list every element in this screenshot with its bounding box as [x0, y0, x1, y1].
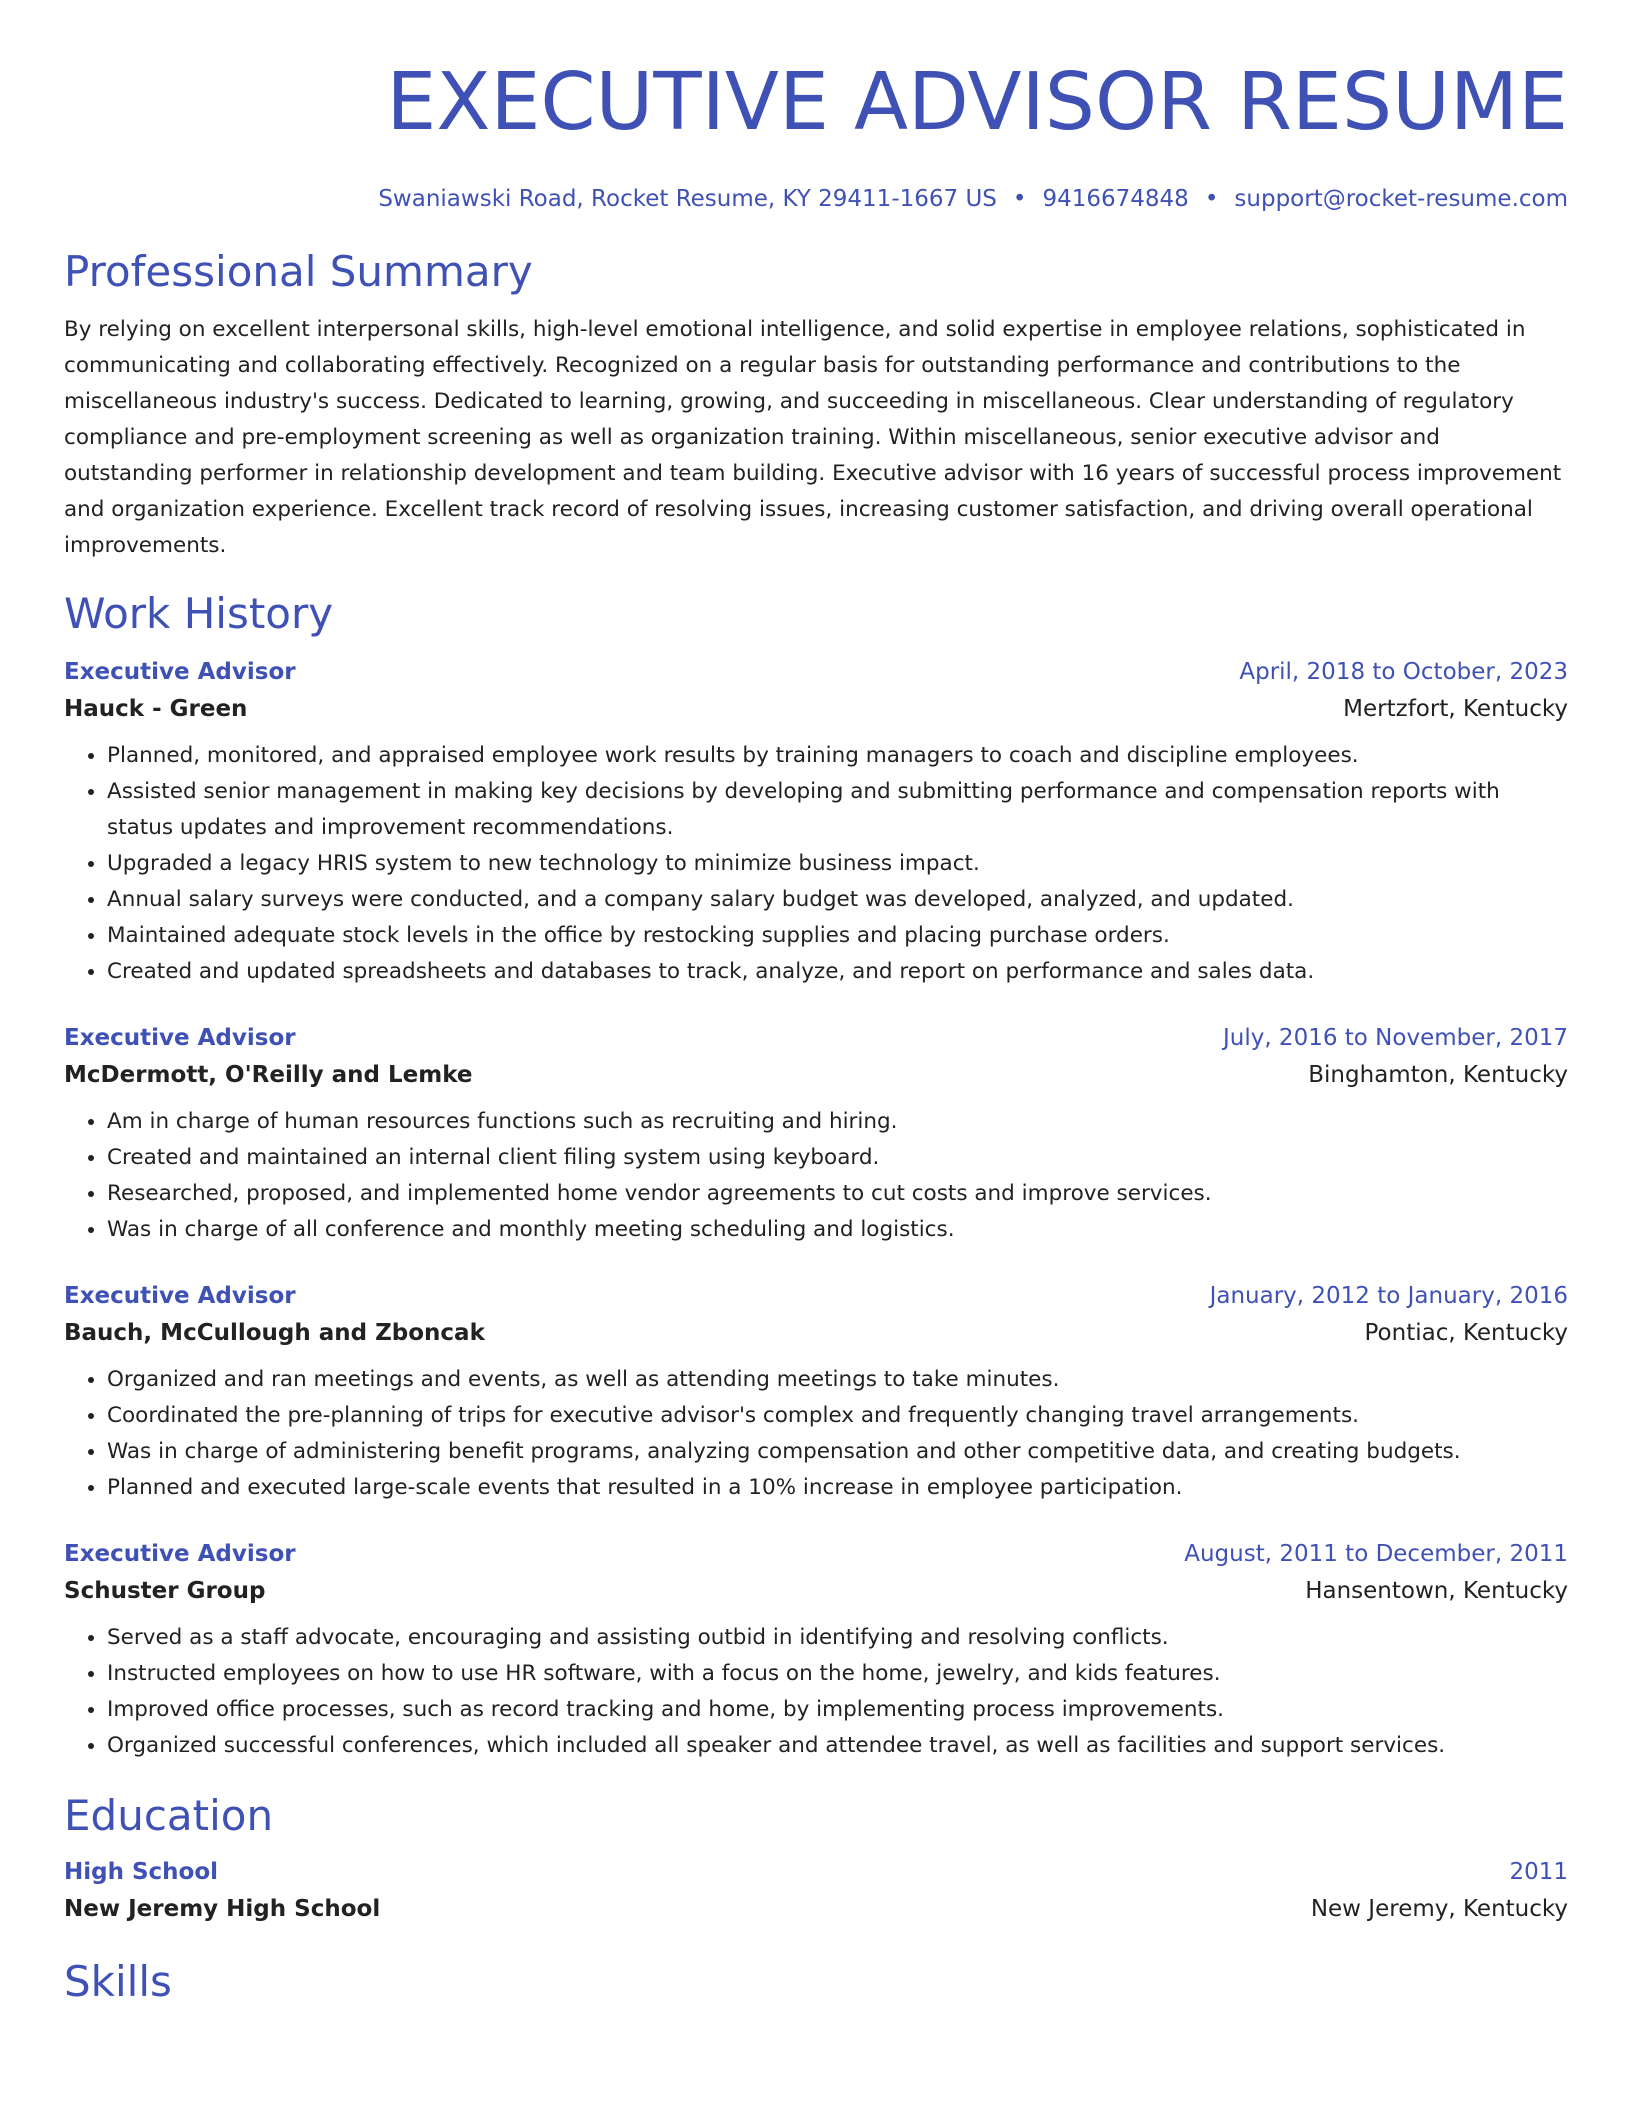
job-role: Executive Advisor	[64, 1541, 296, 1567]
job-bullet-list	[64, 1362, 1568, 1506]
job-bullet: • Researched, proposed, and implemented home vendor agreements to cut costs and improve services.	[107, 1176, 1568, 1212]
job-bullet: • Served as a staff advocate, encouraging and assisting outbid in identifying and resolving conflicts.	[107, 1620, 1568, 1656]
job-location: Pontiac, Kentucky	[1364, 1320, 1568, 1346]
summary-text: By relying on excellent interpersonal skills, high-level emotional intelligence, and solid expertise in employee relations, sophisticated in communicating and collaborating effectively. Recognized on a regular basis for outstanding performance and contributions to the miscellaneous industry's success. Dedicated to learning, growing, and succeeding in miscellaneous. Clear understanding of regulatory compliance and pre-employment screening as well as organization training. Within miscellaneous, senior executive advisor and outstanding performer in relationship development and team building. Executive advisor with 16 years of successful process improvement and organization experience. Excellent track record of resolving issues, increasing customer satisfaction, and driving overall operational improvements.	[64, 317, 1562, 558]
job-bullet: • Was in charge of all conference and monthly meeting scheduling and logistics.	[107, 1212, 1568, 1248]
job-bullet-list	[64, 738, 1568, 990]
job-dates: April, 2018 to October, 2023	[1239, 659, 1568, 685]
job-dates: August, 2011 to December, 2011	[1184, 1541, 1568, 1567]
job-bullet: • Planned, monitored, and appraised employee work results by training managers to coach and discipline employees.	[107, 738, 1568, 774]
job-entry	[64, 1278, 1568, 1506]
job-company: McDermott, O'Reilly and Lemke	[64, 1062, 473, 1088]
education-year: 2011	[1509, 1859, 1568, 1885]
job-bullet: • Created and updated spreadsheets and databases to track, analyze, and report on performance and sales data.	[107, 954, 1568, 990]
job-dates: January, 2012 to January, 2016	[1209, 1283, 1568, 1309]
contact-email: support@rocket-resume.com	[1234, 186, 1568, 212]
job-entry	[64, 654, 1568, 990]
education-degree: High School	[64, 1859, 219, 1885]
job-bullet: • Created and maintained an internal client filing system using keyboard.	[107, 1140, 1568, 1176]
education-location: New Jeremy, Kentucky	[1310, 1896, 1568, 1922]
job-bullet: • Planned and executed large-scale events that resulted in a 10% increase in employee participation.	[107, 1470, 1568, 1506]
job-location: Binghamton, Kentucky	[1308, 1062, 1568, 1088]
job-bullet-list	[64, 1104, 1568, 1248]
job-bullet: • Am in charge of human resources functions such as recruiting and hiring.	[107, 1104, 1568, 1140]
job-bullet: • Upgraded a legacy HRIS system to new technology to minimize business impact.	[107, 846, 1568, 882]
job-location: Mertzfort, Kentucky	[1343, 696, 1568, 722]
job-company: Schuster Group	[64, 1578, 266, 1604]
contact-separator: •	[1012, 186, 1027, 212]
job-company: Hauck - Green	[64, 696, 248, 722]
job-company: Bauch, McCullough and Zboncak	[64, 1320, 485, 1346]
job-bullet: • Organized successful conferences, which included all speaker and attendee travel, as well as facilities and support services.	[107, 1728, 1568, 1764]
job-entry	[64, 1536, 1568, 1764]
job-entry	[64, 1020, 1568, 1248]
job-bullet-list	[64, 1620, 1568, 1764]
job-bullet: • Assisted senior management in making key decisions by developing and submitting performance and compensation reports with status updates and improvement recommendations.	[107, 774, 1568, 846]
job-bullet: • Annual salary surveys were conducted, and a company salary budget was developed, analyzed, and updated.	[107, 882, 1568, 918]
section-title-education: Education	[64, 1791, 274, 1840]
job-bullet: • Maintained adequate stock levels in the office by restocking supplies and placing purchase orders.	[107, 918, 1568, 954]
resume-title: EXECUTIVE ADVISOR RESUME	[386, 56, 1568, 148]
job-dates: July, 2016 to November, 2017	[1222, 1025, 1568, 1051]
contact-separator: •	[1204, 186, 1219, 212]
job-bullet: • Was in charge of administering benefit programs, analyzing compensation and other competitive data, and creating budgets.	[107, 1434, 1568, 1470]
education-school: New Jeremy High School	[64, 1896, 381, 1922]
job-role: Executive Advisor	[64, 659, 296, 685]
job-bullet: • Coordinated the pre-planning of trips for executive advisor's complex and frequently changing travel arrangements.	[107, 1398, 1568, 1434]
job-bullet: • Instructed employees on how to use HR software, with a focus on the home, jewelry, and kids features.	[107, 1656, 1568, 1692]
contact-address: Swaniawski Road, Rocket Resume, KY 29411-1667 US	[378, 186, 997, 212]
job-role: Executive Advisor	[64, 1283, 296, 1309]
resume-header	[64, 56, 1568, 214]
job-role: Executive Advisor	[64, 1025, 296, 1051]
work-history-list	[64, 654, 1568, 1764]
section-title-summary: Professional Summary	[64, 247, 533, 296]
job-bullet: • Organized and ran meetings and events, as well as attending meetings to take minutes.	[107, 1362, 1568, 1398]
section-title-work-history: Work History	[64, 589, 334, 638]
section-title-skills: Skills	[64, 1957, 172, 2006]
job-bullet: • Improved office processes, such as record tracking and home, by implementing process improvements.	[107, 1692, 1568, 1728]
education-entry	[64, 1854, 1568, 1928]
contact-line	[64, 184, 1568, 214]
job-location: Hansentown, Kentucky	[1305, 1578, 1568, 1604]
contact-phone: 9416674848	[1042, 186, 1189, 212]
